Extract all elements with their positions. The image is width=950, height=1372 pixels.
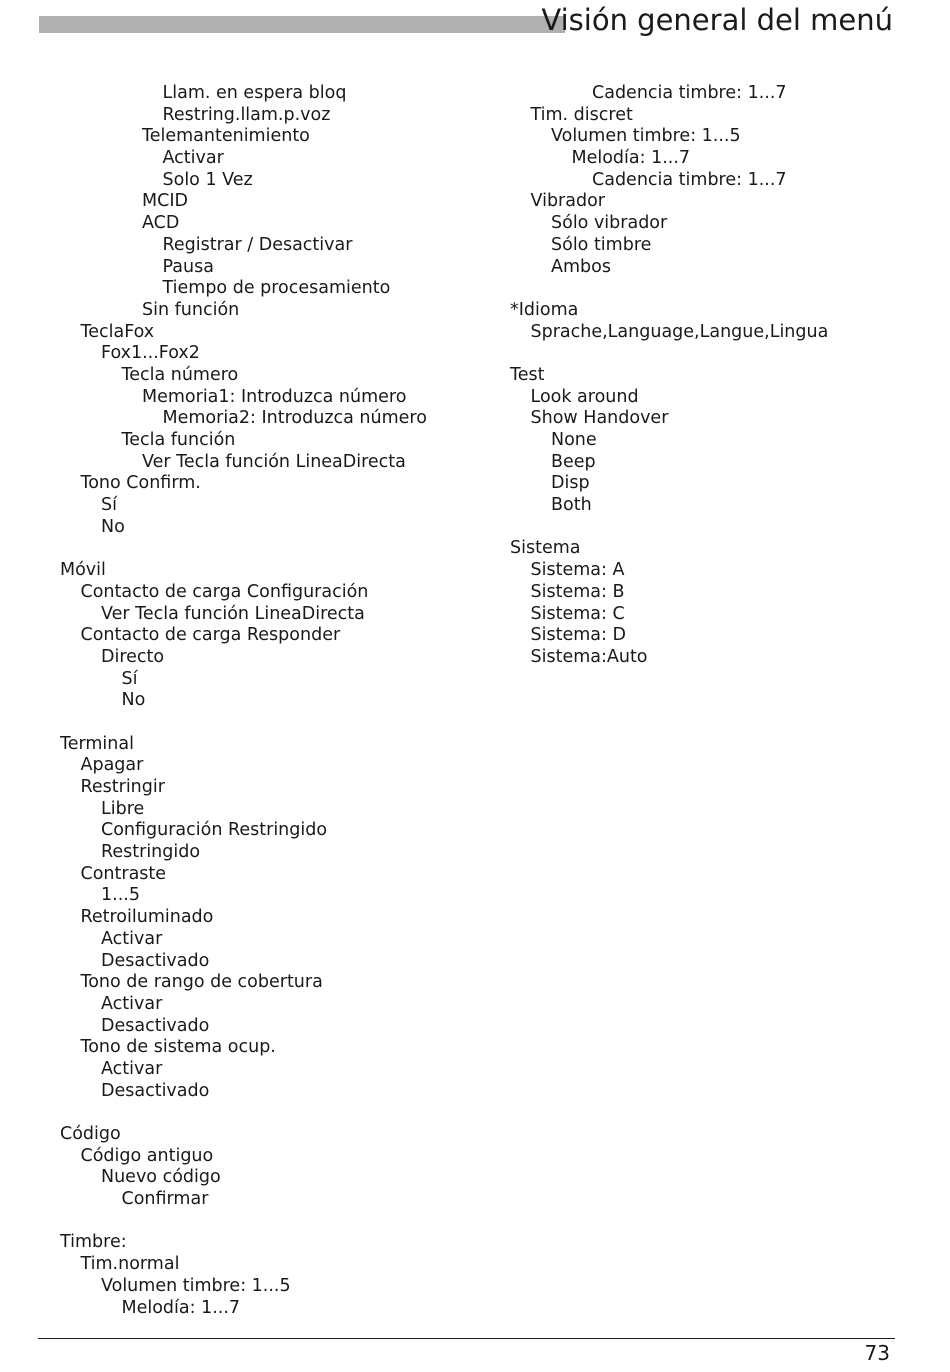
menu-entry: Desactivado	[101, 1015, 210, 1036]
menu-entry: Tono Confirm.	[80, 473, 201, 494]
menu-entry: No	[121, 690, 146, 711]
menu-entry: Contacto de carga Configuración	[80, 581, 369, 602]
menu-entry: Disp	[551, 473, 590, 494]
menu-entry: Confirmar	[121, 1189, 209, 1210]
header-bar	[39, 16, 565, 33]
menu-entry: Melodía: 1...7	[571, 148, 691, 169]
menu-entry: Retroiluminado	[80, 907, 214, 928]
menu-column-right	[510, 83, 828, 669]
menu-entry: Cadencia timbre: 1...7	[592, 169, 787, 190]
menu-entry: Tiempo de procesamiento	[162, 278, 391, 299]
menu-entry: 1...5	[101, 885, 140, 906]
menu-entry: Sistema: A	[530, 560, 625, 581]
menu-column-left	[60, 83, 427, 1319]
menu-spacer	[510, 278, 828, 300]
menu-entry: Both	[551, 495, 592, 516]
menu-entry: Ver Tecla función LineaDirecta	[101, 603, 365, 624]
menu-entry: Memoria1: Introduzca número	[142, 386, 407, 407]
menu-entry: MCID	[142, 191, 188, 212]
menu-spacer	[510, 343, 828, 365]
menu-entry: Vibrador	[530, 191, 605, 212]
menu-entry: Terminal	[60, 733, 134, 754]
menu-entry: Apagar	[80, 755, 144, 776]
menu-entry: Código antiguo	[80, 1145, 214, 1166]
menu-entry: Sí	[121, 668, 138, 689]
menu-entry: Sin función	[142, 299, 240, 320]
menu-entry: None	[551, 430, 597, 450]
menu-entry: Sistema:Auto	[530, 646, 648, 667]
menu-entry: Restringir	[80, 777, 165, 797]
menu-spacer	[60, 1211, 427, 1233]
menu-entry: Cadencia timbre: 1...7	[592, 83, 787, 103]
menu-entry: Sólo vibrador	[551, 213, 668, 234]
menu-entry: Volumen timbre: 1...5	[551, 126, 741, 147]
menu-entry: Ambos	[551, 256, 611, 277]
menu-entry: Ver Tecla función LineaDirecta	[142, 451, 406, 472]
menu-spacer	[60, 1102, 427, 1124]
menu-entry: Desactivado	[101, 1080, 210, 1101]
menu-entry: TeclaFox	[80, 321, 155, 342]
menu-entry: Sistema: B	[530, 581, 625, 602]
menu-entry: Activar	[162, 148, 224, 169]
menu-entry: Libre	[101, 798, 145, 819]
menu-entry: Tim.normal	[80, 1254, 180, 1275]
menu-entry: Tim. discret	[530, 104, 633, 125]
menu-entry: Tono de rango de cobertura	[80, 972, 323, 993]
menu-entry: Look around	[530, 386, 639, 407]
menu-entry: *Idioma	[510, 299, 579, 320]
menu-entry: Contacto de carga Responder	[80, 625, 341, 646]
menu-entry: Timbre:	[60, 1232, 127, 1253]
menu-entry: Pausa	[162, 256, 214, 277]
menu-entry: Sistema	[510, 538, 581, 559]
menu-entry: Restring.llam.p.voz	[162, 104, 331, 125]
footer-rule	[38, 1338, 895, 1339]
menu-spacer	[60, 538, 427, 560]
menu-entry: Sólo timbre	[551, 234, 652, 255]
menu-entry: Tecla función	[121, 430, 236, 450]
menu-entry: Tono de sistema ocup.	[80, 1037, 276, 1058]
menu-spacer	[60, 712, 427, 734]
menu-entry: Restringido	[101, 842, 201, 863]
menu-entry: Activar	[101, 1058, 163, 1079]
menu-entry: Memoria2: Introduzca número	[162, 408, 427, 429]
menu-entry: Beep	[551, 451, 596, 472]
menu-entry: Móvil	[60, 560, 106, 581]
menu-entry: Volumen timbre: 1...5	[101, 1275, 291, 1296]
menu-entry: Desactivado	[101, 950, 210, 971]
menu-entry: ACD	[142, 213, 180, 234]
menu-entry: Directo	[101, 646, 165, 667]
menu-entry: Activar	[101, 928, 163, 949]
menu-entry: Telemantenimiento	[142, 126, 310, 147]
menu-entry: Contraste	[80, 863, 167, 884]
menu-entry: Test	[510, 364, 545, 385]
menu-entry: Melodía: 1...7	[121, 1297, 241, 1318]
menu-entry: Tecla número	[121, 364, 239, 385]
menu-entry: No	[101, 516, 125, 537]
menu-spacer	[510, 517, 828, 539]
page-number: 73	[864, 1341, 890, 1365]
menu-entry: Sistema: C	[530, 603, 625, 624]
menu-entry: Llam. en espera bloq	[162, 83, 347, 103]
menu-entry: Sprache,Language,Langue,Lingua	[530, 321, 829, 342]
menu-entry: Nuevo código	[101, 1167, 221, 1188]
menu-entry: Registrar / Desactivar	[162, 234, 353, 255]
menu-entry: Sí	[101, 495, 117, 516]
menu-entry: Código	[60, 1124, 121, 1144]
menu-entry: Solo 1 Vez	[162, 169, 253, 190]
page-title: Visión general del menú	[541, 3, 893, 37]
menu-entry: Show Handover	[530, 408, 669, 429]
menu-entry: Activar	[101, 993, 163, 1014]
menu-entry: Configuración Restringido	[101, 820, 328, 841]
menu-entry: Fox1...Fox2	[101, 343, 200, 364]
menu-entry: Sistema: D	[530, 625, 626, 646]
